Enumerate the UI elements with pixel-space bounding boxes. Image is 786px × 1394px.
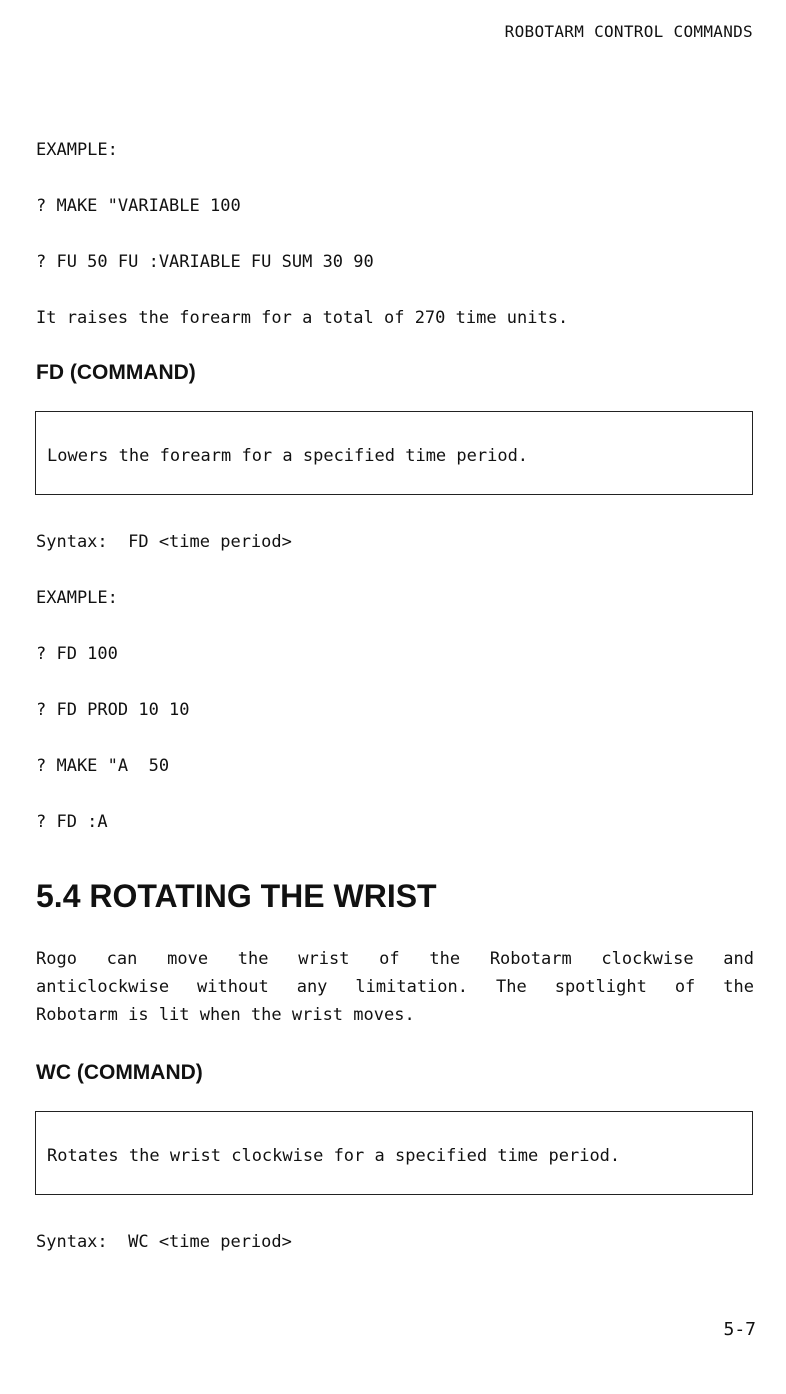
paragraph-line: Rogo can move the wrist of the Robotarm clockwise and: [36, 949, 754, 969]
paragraph-line: anticlockwise without any limitation. The spotlight of the: [36, 977, 754, 997]
section-paragraph: [36, 945, 754, 1029]
wc-definition-text: Rotates the wrist clockwise for a specified time period.: [47, 1146, 621, 1166]
running-header: ROBOTARM CONTROL COMMANDS: [504, 22, 753, 41]
section-title: 5.4 ROTATING THE WRIST: [36, 878, 437, 914]
paragraph-line: Robotarm is lit when the wrist moves.: [36, 1005, 415, 1025]
code-line: ? FD 100: [36, 644, 118, 664]
wc-command-heading: WC (COMMAND): [36, 1061, 203, 1084]
example-label: EXAMPLE:: [36, 140, 118, 160]
code-line: ? FD :A: [36, 812, 108, 832]
fd-definition-box: [35, 411, 753, 495]
code-line: ? FU 50 FU :VARIABLE FU SUM 30 90: [36, 252, 374, 272]
example-label: EXAMPLE:: [36, 588, 118, 608]
fd-syntax: Syntax: FD <time period>: [36, 532, 292, 552]
code-line: ? MAKE "A 50: [36, 756, 170, 776]
fd-command-heading: FD (COMMAND): [36, 361, 196, 384]
code-line: ? MAKE "VARIABLE 100: [36, 196, 241, 216]
wc-syntax: Syntax: WC <time period>: [36, 1232, 292, 1252]
code-line: ? FD PROD 10 10: [36, 700, 190, 720]
wc-definition-box: [35, 1111, 753, 1195]
example-description: It raises the forearm for a total of 270 time units.: [36, 308, 569, 328]
fd-definition-text: Lowers the forearm for a specified time period.: [47, 446, 529, 466]
page-number: 5-7: [723, 1319, 756, 1340]
